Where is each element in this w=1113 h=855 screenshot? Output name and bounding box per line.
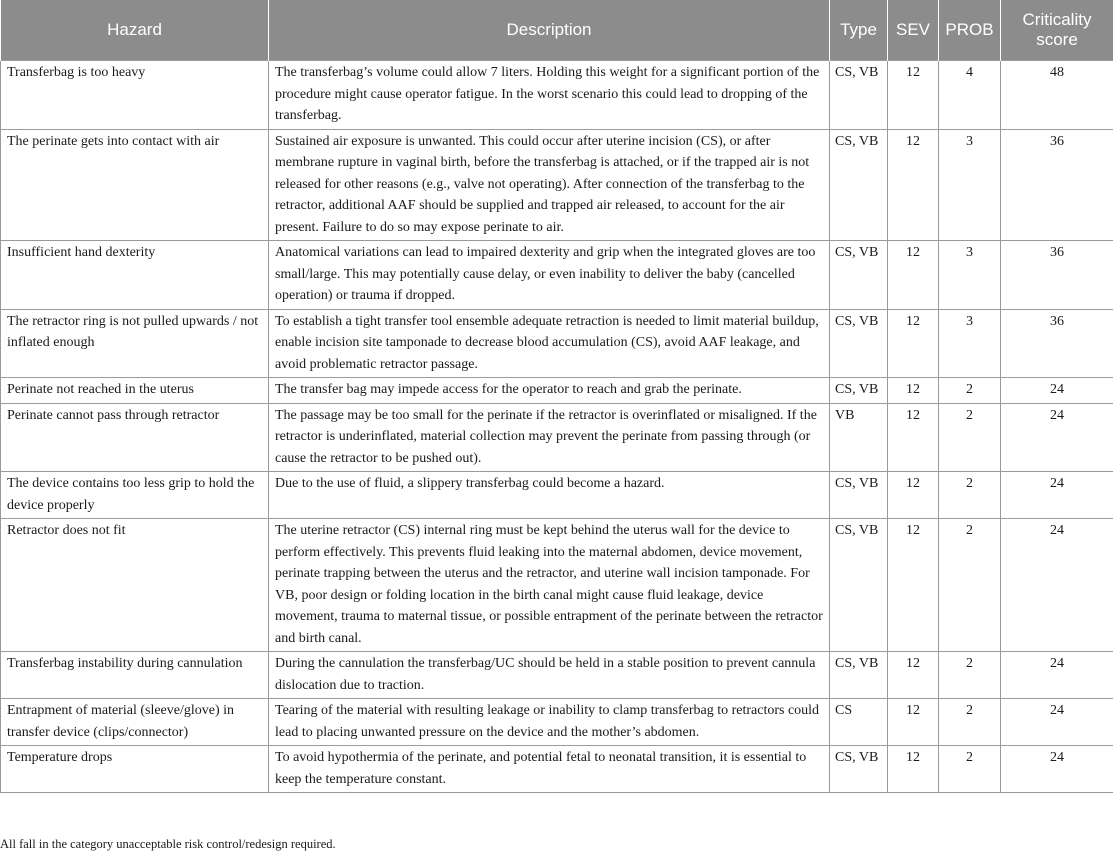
cell-type: CS, VB	[830, 241, 888, 310]
cell-prob: 3	[939, 309, 1001, 378]
col-header-hazard: Hazard	[1, 0, 269, 61]
cell-type: CS	[830, 699, 888, 746]
cell-prob: 4	[939, 61, 1001, 130]
cell-hazard: The perinate gets into contact with air	[1, 129, 269, 241]
cell-sev: 12	[888, 652, 939, 699]
cell-criticality-score: 36	[1001, 129, 1113, 241]
cell-sev: 12	[888, 129, 939, 241]
table-row	[1, 652, 1113, 699]
col-header-criticality: Criticality score	[1001, 0, 1113, 61]
cell-hazard: Insufficient hand dexterity	[1, 241, 269, 310]
cell-sev: 12	[888, 403, 939, 472]
cell-criticality-score: 24	[1001, 519, 1113, 652]
table-row	[1, 472, 1113, 519]
cell-type: CS, VB	[830, 61, 888, 130]
cell-prob: 2	[939, 378, 1001, 404]
cell-sev: 12	[888, 699, 939, 746]
table-row	[1, 699, 1113, 746]
cell-criticality-score: 36	[1001, 309, 1113, 378]
cell-sev: 12	[888, 378, 939, 404]
cell-type: CS, VB	[830, 652, 888, 699]
cell-type: VB	[830, 403, 888, 472]
col-header-description: Description	[269, 0, 830, 61]
header-row	[1, 0, 1113, 61]
cell-sev: 12	[888, 309, 939, 378]
cell-criticality-score: 24	[1001, 378, 1113, 404]
table-body	[1, 61, 1113, 793]
cell-sev: 12	[888, 519, 939, 652]
cell-type: CS, VB	[830, 746, 888, 793]
cell-description: During the cannulation the transferbag/UC should be held in a stable position to prevent cannula dislocation due to traction.	[269, 652, 830, 699]
cell-prob: 2	[939, 699, 1001, 746]
cell-type: CS, VB	[830, 378, 888, 404]
cell-type: CS, VB	[830, 309, 888, 378]
cell-hazard: Temperature drops	[1, 746, 269, 793]
cell-description: Sustained air exposure is unwanted. This could occur after uterine incision (CS), or after membrane rupture in vaginal birth, before the transferbag is attached, or if the trapped air is not released for other reasons (e.g., valve not operating). After connection of the transferbag to the retractor, additional AAF should be supplied and trapped air released, to account for the air present. Failure to do so may expose perinate to air.	[269, 129, 830, 241]
table-row	[1, 378, 1113, 404]
cell-description: The uterine retractor (CS) internal ring must be kept behind the uterus wall for the device to perform effectively. This prevents fluid leaking into the maternal abdomen, device movement, perinate trapping between the uterus and the retractor, and uterine wall incision tamponade. For VB, poor design or folding location in the birth canal might cause fluid leakage, device movement, trauma to maternal tissue, or possible entrapment of the perinate between the retractor and birth canal.	[269, 519, 830, 652]
cell-description: The transfer bag may impede access for the operator to reach and grab the perinate.	[269, 378, 830, 404]
cell-type: CS, VB	[830, 472, 888, 519]
cell-hazard: Perinate cannot pass through retractor	[1, 403, 269, 472]
table-row	[1, 129, 1113, 241]
cell-sev: 12	[888, 746, 939, 793]
cell-hazard: Transferbag instability during cannulation	[1, 652, 269, 699]
cell-prob: 3	[939, 129, 1001, 241]
table-footnote: All fall in the category unacceptable risk control/redesign required.	[0, 837, 336, 851]
cell-prob: 2	[939, 652, 1001, 699]
col-header-sev: SEV	[888, 0, 939, 61]
cell-description: To establish a tight transfer tool ensemble adequate retraction is needed to limit material buildup, enable incision site tamponade to decrease blood accumulation (CS), avoid AAF leakage, and avoid problematic retractor passage.	[269, 309, 830, 378]
table-row	[1, 519, 1113, 652]
table-row	[1, 241, 1113, 310]
cell-criticality-score: 24	[1001, 472, 1113, 519]
cell-description: Anatomical variations can lead to impaired dexterity and grip when the integrated gloves are too small/large. This may potentially cause delay, or even inability to deliver the baby (cancelled operation) or trauma if dropped.	[269, 241, 830, 310]
cell-prob: 2	[939, 519, 1001, 652]
cell-hazard: The retractor ring is not pulled upwards / not inflated enough	[1, 309, 269, 378]
cell-type: CS, VB	[830, 129, 888, 241]
cell-criticality-score: 24	[1001, 699, 1113, 746]
table-row	[1, 403, 1113, 472]
cell-prob: 2	[939, 403, 1001, 472]
cell-criticality-score: 36	[1001, 241, 1113, 310]
cell-sev: 12	[888, 61, 939, 130]
table-row	[1, 309, 1113, 378]
cell-prob: 3	[939, 241, 1001, 310]
cell-hazard: Retractor does not fit	[1, 519, 269, 652]
cell-criticality-score: 24	[1001, 746, 1113, 793]
cell-hazard: Perinate not reached in the uterus	[1, 378, 269, 404]
cell-criticality-score: 24	[1001, 403, 1113, 472]
cell-hazard: Entrapment of material (sleeve/glove) in transfer device (clips/connector)	[1, 699, 269, 746]
table-row	[1, 746, 1113, 793]
table-row	[1, 61, 1113, 130]
cell-type: CS, VB	[830, 519, 888, 652]
cell-description: The passage may be too small for the perinate if the retractor is overinflated or misaligned. If the retractor is underinflated, material collection may prevent the perinate from passing through (or cause the retractor to be pushed out).	[269, 403, 830, 472]
col-header-prob: PROB	[939, 0, 1001, 61]
cell-criticality-score: 24	[1001, 652, 1113, 699]
cell-criticality-score: 48	[1001, 61, 1113, 130]
col-header-type: Type	[830, 0, 888, 61]
cell-description: Due to the use of fluid, a slippery transferbag could become a hazard.	[269, 472, 830, 519]
cell-hazard: Transferbag is too heavy	[1, 61, 269, 130]
cell-description: The transferbag’s volume could allow 7 liters. Holding this weight for a significant portion of the procedure might cause operator fatigue. In the worst scenario this could lead to dropping of the transferbag.	[269, 61, 830, 130]
cell-hazard: The device contains too less grip to hold the device properly	[1, 472, 269, 519]
cell-description: Tearing of the material with resulting leakage or inability to clamp transferbag to retractors could lead to placing unwanted pressure on the device and the mother’s abdomen.	[269, 699, 830, 746]
cell-sev: 12	[888, 241, 939, 310]
cell-prob: 2	[939, 746, 1001, 793]
cell-sev: 12	[888, 472, 939, 519]
cell-prob: 2	[939, 472, 1001, 519]
cell-description: To avoid hypothermia of the perinate, and potential fetal to neonatal transition, it is essential to keep the temperature constant.	[269, 746, 830, 793]
